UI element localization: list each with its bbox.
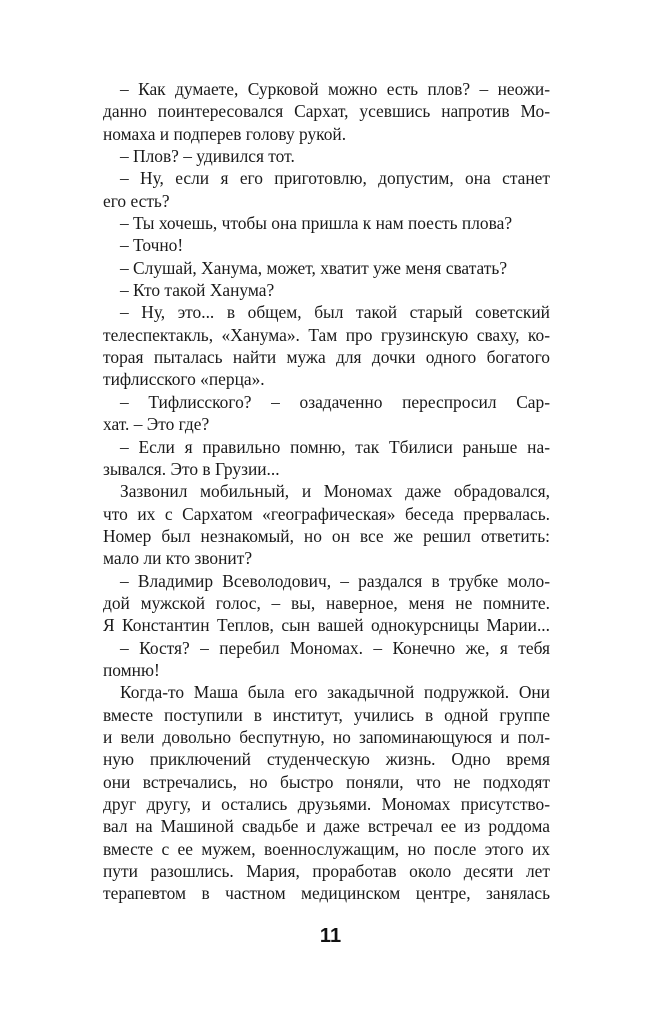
text-line: пути разошлись. Мария, проработав около десяти лет — [103, 861, 550, 882]
text-line: – Плов? – удивился тот. — [120, 146, 295, 167]
text-line: и вели довольно беспутную, но запоминающуюся и пол- — [103, 726, 550, 747]
text-line: Я Константин Теплов, сын вашей однокурсницы Марии... — [103, 615, 550, 636]
text-line: тифлисского «перца». — [103, 369, 265, 390]
text-line: – Точно! — [120, 235, 184, 256]
text-line: вал на Машиной свадьбе и даже встречал ее из роддома — [103, 816, 550, 837]
text-line: помню! — [103, 659, 160, 680]
text-line: мало ли кто звонит? — [103, 548, 253, 569]
text-line: ную приключений студенческую жизнь. Одно время — [103, 749, 550, 770]
text-line: – Ты хочешь, чтобы она пришла к нам поесть плова? — [120, 213, 513, 234]
text-line: номаха и подперев голову рукой. — [103, 123, 347, 144]
text-line: – Костя? – перебил Мономах. – Конечно же, я тебя — [120, 637, 550, 658]
text-line: что их с Сархатом «географическая» беседа прервалась. — [103, 503, 550, 524]
text-line: они встречались, но быстро поняли, что не подходят — [103, 771, 550, 792]
text-line: – Ну, это... в общем, был такой старый советский — [120, 302, 550, 323]
text-line: – Если я правильно помню, так Тбилиси раньше на- — [120, 436, 550, 457]
text-line: вместе с ее мужем, военнослужащим, но после этого их — [103, 838, 550, 859]
body-text — [103, 78, 550, 905]
text-line: торая пыталась найти мужа для дочки одного богатого — [103, 347, 550, 368]
text-line: вместе поступили в институт, учились в одной группе — [103, 704, 550, 725]
page-number: 11 — [319, 925, 342, 947]
text-line: – Слушай, Ханума, может, хватит уже меня сватать? — [120, 257, 508, 278]
text-line: телеспектакль, «Ханума». Там про грузинскую сваху, ко- — [103, 324, 550, 345]
text-line: дой мужской голос, – вы, наверное, меня не помните. — [103, 592, 550, 613]
text-line: – Ну, если я его приготовлю, допустим, она станет — [120, 168, 550, 189]
text-line: данно поинтересовался Сархат, усевшись напротив Мо- — [103, 101, 550, 122]
text-line: его есть? — [103, 190, 170, 211]
text-line: зывался. Это в Грузии... — [103, 458, 280, 479]
text-line: Зазвонил мобильный, и Мономах даже обрадовался, — [120, 481, 550, 502]
text-line: хат. – Это где? — [103, 414, 210, 435]
text-line: – Тифлисского? – озадаченно переспросил Сар- — [120, 391, 550, 412]
text-line: друг другу, и остались друзьями. Мономах присутство- — [103, 794, 550, 814]
text-line: Номер был незнакомый, но он все же решил ответить: — [103, 525, 550, 546]
text-line: – Кто такой Ханума? — [120, 280, 275, 301]
text-line: – Владимир Всеволодович, – раздался в трубке моло- — [120, 570, 550, 591]
text-line: Когда-то Маша была его закадычной подружкой. Они — [120, 682, 550, 703]
text-line: терапевтом в частном медицинском центре, занялась — [103, 883, 550, 904]
text-line: – Как думаете, Сурковой можно есть плов? – неожи- — [120, 79, 550, 99]
